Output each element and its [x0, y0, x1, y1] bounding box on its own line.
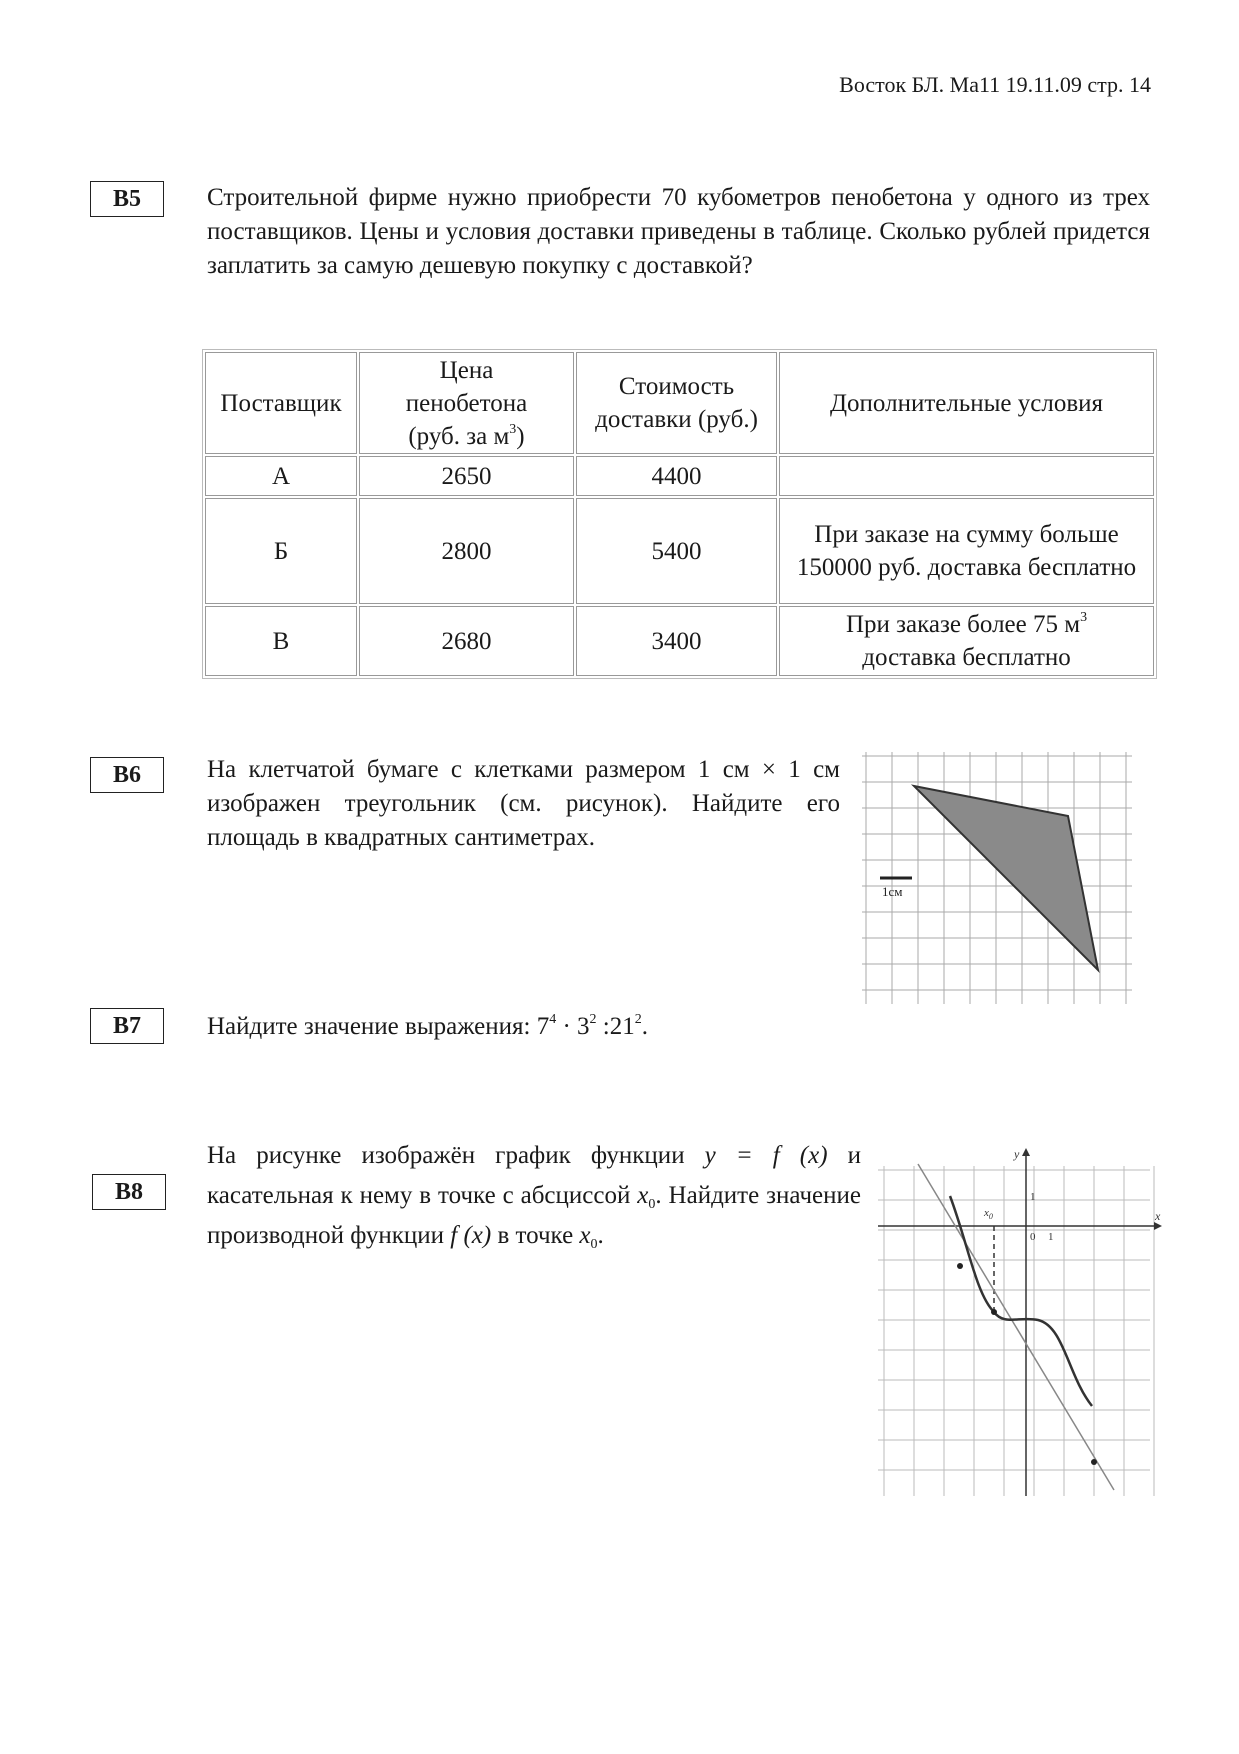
- triangle-shape: [914, 786, 1098, 970]
- header-conditions: Дополнительные условия: [779, 352, 1154, 454]
- cell-supplier: В: [205, 606, 357, 676]
- tangency-point: [991, 1309, 997, 1315]
- x-axis-arrow: [1154, 1222, 1162, 1230]
- task-label-b5: B5: [90, 181, 164, 217]
- cell-supplier: А: [205, 456, 357, 496]
- function-curve: [950, 1196, 1092, 1406]
- table-row: [205, 606, 1154, 676]
- tangent-point-lower: [1091, 1459, 1097, 1465]
- header-delivery: Стоимость доставки (руб.): [576, 352, 777, 454]
- tick-zero: 0: [1030, 1231, 1036, 1243]
- graph-grid: [878, 1166, 1154, 1496]
- table-header-row: [205, 352, 1154, 454]
- cell-delivery: 4400: [576, 456, 777, 496]
- cell-delivery: 3400: [576, 606, 777, 676]
- tick-one-y: 1: [1030, 1191, 1036, 1203]
- task-text-b7: Найдите значение выражения: $7^4 \cdot 3^2$ $:21^2$.: [207, 1012, 648, 1040]
- header-supplier: Поставщик: [205, 352, 357, 454]
- y-axis-arrow: [1022, 1148, 1030, 1156]
- cell-conditions: [779, 456, 1154, 496]
- task-label-b8: B8: [92, 1174, 166, 1210]
- cell-delivery: 5400: [576, 498, 777, 604]
- cell-price: 2680: [359, 606, 574, 676]
- cell-price: 2800: [359, 498, 574, 604]
- header-price: Цена пенобетона (руб. за $м^3$): [359, 352, 574, 454]
- tangent-line: [918, 1164, 1114, 1490]
- task-label-b6: B6: [90, 757, 164, 793]
- function-graph-figure: [878, 1144, 1168, 1506]
- y-axis-label: y: [1014, 1147, 1020, 1161]
- task-text-b8: На рисунке изображён график функции y = f (x) и касательная к нему в точке с абсциссой $x_0$. Найдите значение производной функции f (x) в точке $x_0$.: [207, 1142, 862, 1252]
- cell-supplier: Б: [205, 498, 357, 604]
- triangle-grid-figure: [862, 752, 1132, 1004]
- table-row: [205, 498, 1154, 604]
- cell-conditions: При заказе более 75 $м^3$ доставка бесплатно: [779, 606, 1154, 676]
- cell-conditions: При заказе на сумму больше 150000 руб. доставка бесплатно: [779, 498, 1154, 604]
- supplier-table: [202, 349, 1157, 679]
- x0-label: $x_0$: [984, 1207, 993, 1221]
- scale-label: 1см: [882, 884, 903, 899]
- task-text-b6: На клетчатой бумаге с клетками размером 1 см × 1 см изображен треугольник (см. рисунок). Найдите его площадь в квадратных сантиметрах.: [207, 756, 840, 851]
- task-label-b7: B7: [90, 1008, 164, 1044]
- page-header: Восток БЛ. Ма11 19.11.09 стр. 14: [839, 72, 1151, 97]
- tangent-point-upper: [957, 1263, 963, 1269]
- expression: $7^4 \cdot 3^2$ $:21^2$.: [536, 1012, 648, 1040]
- task-text-b5: Строительной фирме нужно приобрести 70 кубометров пенобетона у одного из трех поставщиков. Цены и условия доставки приведены в таблице. Сколько рублей придется заплатить за самую дешевую покупку с доставкой?: [207, 184, 1150, 279]
- cell-price: 2650: [359, 456, 574, 496]
- table-row: [205, 456, 1154, 496]
- x-axis-label: x: [1155, 1209, 1161, 1223]
- tick-one-x: 1: [1048, 1231, 1054, 1243]
